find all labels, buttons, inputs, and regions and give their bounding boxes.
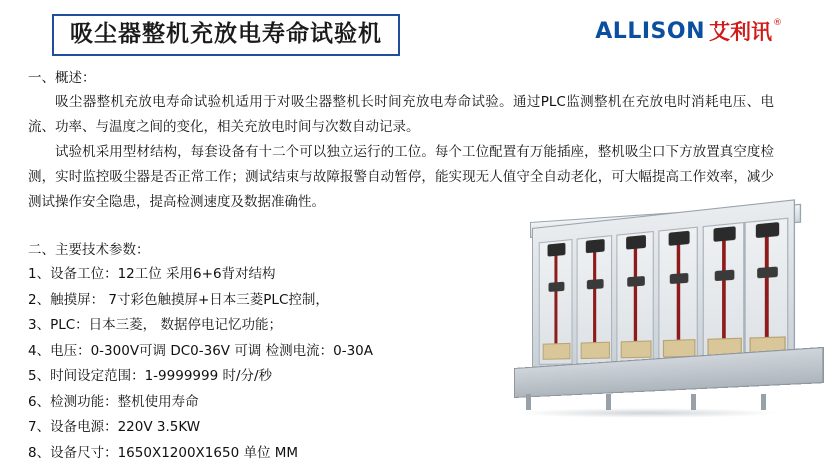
test-station-bay [539,239,573,365]
specs-section-label: 二、主要技术参数： [28,238,498,262]
brand-logo [595,20,782,44]
specs-block [28,238,498,466]
test-station-bay [577,235,613,364]
page-title: 吸尘器整机充放电寿命试验机 [70,20,382,48]
station-head [586,239,605,253]
station-head [669,231,690,246]
station-pad [581,342,610,359]
overview-paragraph-2: 试验机采用型材结构，每套设备有十二个可以独立运行的工位。每个工位配置有万能插座，整机吸尘口下方放置真空度检测，实时监控吸尘器是否正常工作；测试结束与故障报警自动暂停，能实现无人值守全自动老化，可大幅提高工作效率，减少测试操作安全隐患，提高检测速度及数据准确性。 [28,140,774,215]
spec-item: 3、PLC：日本三菱， 数据停电记忆功能； [28,313,498,339]
station-pole [722,232,726,343]
station-pad [621,340,652,358]
registered-trademark-icon: ® [773,18,782,28]
station-pad [663,339,696,357]
station-mid-fixture [587,279,604,290]
station-mid-fixture [757,267,778,279]
station-pole [765,228,769,342]
title-box [52,14,400,56]
station-head [756,222,779,238]
spec-item: 5、时间设定范围：1-9999999 时/分/秒 [28,364,498,390]
overview-paragraph-1: 吸尘器整机充放电寿命试验机适用于对吸尘器整机长时间充放电寿命试验。通过PLC监测整机在充放电时消耗电压、电流、功率、与温度之间的变化，相关充放电时间与次数自动记录。 [28,90,774,140]
spec-item: 8、设备尺寸：1650X1200X1650 单位 MM [28,441,498,466]
test-station-bay [703,222,745,362]
test-station-bay [744,218,788,362]
spec-item: 7、设备电源：220V 3.5KW [28,415,498,441]
station-pole [634,240,637,345]
test-station-bay [658,227,698,363]
station-head [714,226,736,242]
machine-shadow [516,408,778,418]
station-pad [543,343,571,360]
station-head [548,243,566,257]
station-head [626,235,646,250]
station-mid-fixture [715,270,735,282]
brand-cjk-text: 艾利讯 [709,20,772,44]
spec-item: 6、检测功能：整机使用寿命 [28,390,498,416]
spec-item: 2、触摸屏： 7寸彩色触摸屏+日本三菱PLC控制， [28,288,498,314]
overview-section-label: 一、概述： [28,66,774,90]
station-pole [677,236,680,344]
station-mid-fixture [627,276,645,287]
spec-item: 4、电压：0-300V可调 DC0-36V 可调 检测电流：0-30A [28,339,498,365]
station-pole [554,248,557,348]
station-pole [593,244,596,346]
station-mid-fixture [670,273,689,284]
product-photo [496,218,792,436]
page-header [0,0,800,62]
spec-item: 1、设备工位：12工位 采用6+6背对结构 [28,262,498,288]
station-mid-fixture [549,282,565,292]
brand-latin-text: ALLISON [595,20,705,44]
test-station-bay [616,231,653,364]
overview-block [28,66,774,215]
